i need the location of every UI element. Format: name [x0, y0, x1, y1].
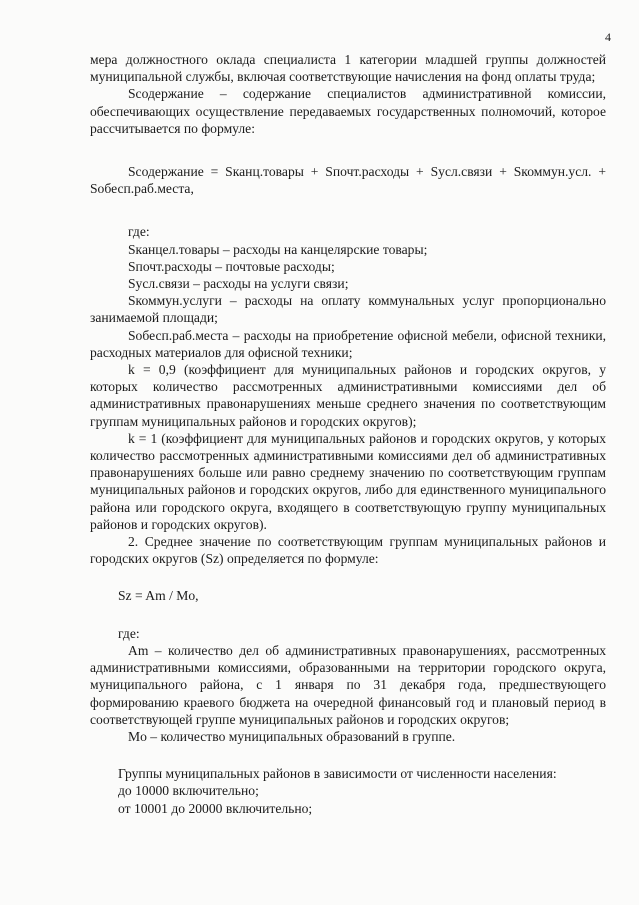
paragraph-continuation: мера должностного оклада специалиста 1 категории младшей группы должностей муниципальной службы, включая соответствующие начисления на фонд оплаты труда; [90, 52, 606, 85]
item-2-average: 2. Среднее значение по соответствующим группам муниципальных районов и городских округов (Sz) определяется по формуле: [90, 534, 606, 567]
definition-am: Am – количество дел об административных правонарушениях, рассмотренных административными комиссиями, образованными на территории городского округа, муниципального района, с 1 января по 31 декабря года, предшествующего формированию краевого бюджета на очередной финансовый год и плановый период в соответствующей группе муниципальных районов и городских округов; [90, 642, 606, 727]
definition-stationery: Sканцел.товары – расходы на канцелярские товары; [128, 241, 428, 257]
formula-s-content: Sсодержание = Sканц.товары + Sпочт.расходы + Sусл.связи + Sкоммун.усл. + Sобесп.раб.места, [90, 164, 606, 197]
population-groups-heading: Группы муниципальных районов в зависимости от численности населения: [118, 766, 557, 782]
coefficient-1: k = 1 (коэффициент для муниципальных районов и городских округов, у которых количество рассмотренных административными комиссиями дел об административных правонарушениях больше или равно среднему значению по соответствующим группам муниципальных районов и городских округов, либо для единственного муниципального района или городского округа, входящего в соответствующую группу муниципальных районов и городских округов). [90, 430, 606, 532]
coefficient-0-9: k = 0,9 (коэффициент для муниципальных районов и городских округов, у которых количество рассмотренных административными комиссиями дел об административных правонарушениях меньше среднего значения по соответствующим группам муниципальных районов и городских округов); [90, 362, 606, 429]
document-body [90, 51, 606, 817]
definition-communication: Sусл.связи – расходы на услуги связи; [128, 276, 349, 292]
definition-mo: Mo – количество муниципальных образований в группе. [128, 728, 456, 744]
page-number: 4 [605, 30, 611, 44]
where-label-1: где: [128, 224, 150, 240]
definition-utilities: Sкоммун.услуги – расходы на оплату коммунальных услуг пропорционально занимаемой площади; [90, 293, 606, 326]
definition-workplace: Sобесп.раб.места – расходы на приобретение офисной мебели, офисной техники, расходных материалов для офисной техники; [90, 327, 606, 360]
population-group-1: до 10000 включительно; [118, 783, 259, 799]
paragraph-s-content-definition: Sсодержание – содержание специалистов административной комиссии, обеспечивающих осуществление передаваемых государственных полномочий, которое рассчитывается по формуле: [90, 86, 606, 136]
where-label-2: где: [118, 625, 140, 641]
definition-postal: Sпочт.расходы – почтовые расходы; [128, 258, 335, 274]
population-group-2: от 10001 до 20000 включительно; [118, 800, 313, 816]
formula-sz: Sz = Am / Mo, [118, 588, 199, 604]
